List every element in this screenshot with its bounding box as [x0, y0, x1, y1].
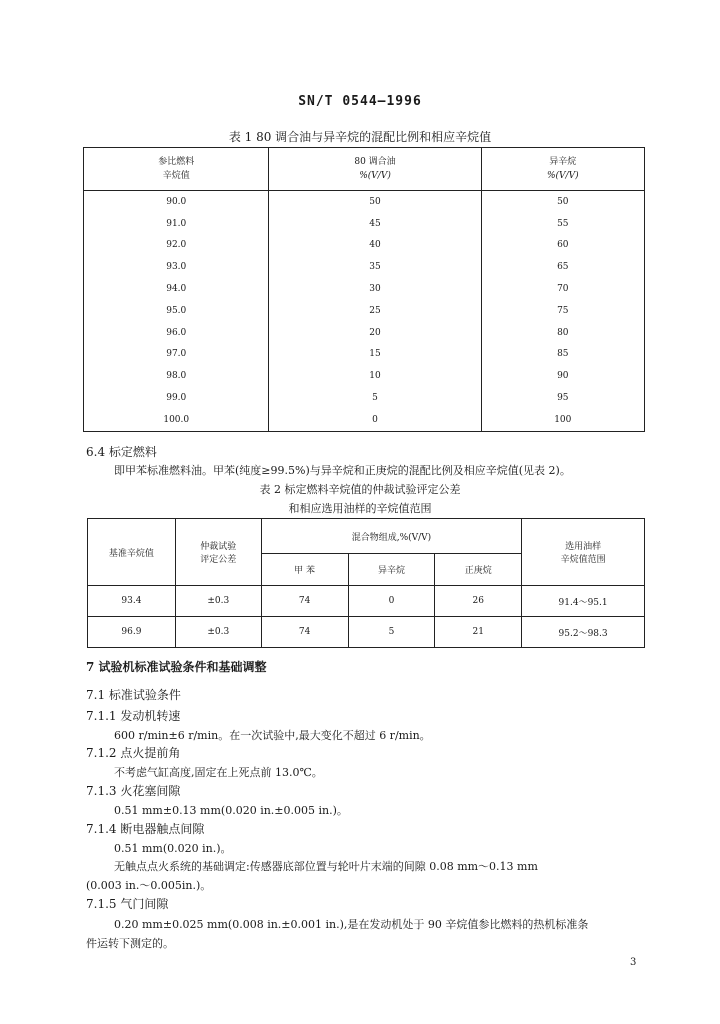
- table1-row: [84, 409, 645, 431]
- section-7-1-3-title: 7.1.3 火花塞间隙: [86, 784, 181, 798]
- table1-row: [84, 300, 645, 322]
- table1-header-blend: 80 调合油 %(V/V): [269, 148, 481, 191]
- page-number: 3: [630, 957, 637, 968]
- table1-row: [84, 213, 645, 235]
- section-7-1-2-text: 不考虑气缸高度,固定在上死点前 13.0℃。: [114, 766, 323, 779]
- table1-cell: 0: [269, 409, 481, 431]
- table1-cell: 10: [269, 365, 481, 387]
- table2-header-base: 基准辛烷值: [88, 519, 176, 586]
- table1-cell: 50: [269, 191, 481, 213]
- table2-caption-line1: 表 2 标定燃料辛烷值的仲裁试验评定公差: [259, 483, 461, 496]
- table1-cell: 94.0: [166, 284, 187, 295]
- table2-cell: 96.9: [88, 617, 176, 648]
- table2-caption-line2: 和相应选用油样的辛烷值范围: [288, 502, 432, 515]
- section-7-1-5-title: 7.1.5 气门间隙: [86, 897, 169, 911]
- table1: [83, 147, 645, 432]
- table1-cell: 99.0: [166, 393, 187, 404]
- table2-cell: 93.4: [88, 586, 176, 617]
- table2-cell: ±0.3: [175, 617, 261, 648]
- table2-header-range: 选用油样 辛烷值范围: [522, 519, 645, 586]
- section-7-title: 7 试验机标准试验条件和基础调整: [86, 660, 267, 674]
- section-7-1-2-title: 7.1.2 点火提前角: [86, 746, 181, 760]
- table1-cell: 30: [269, 278, 481, 300]
- table1-cell: 97.0: [166, 349, 187, 360]
- table1-header-isooctane: 异辛烷 %(V/V): [481, 148, 644, 191]
- table2-header-mixture: 混合物组成,%(V/V): [261, 519, 521, 554]
- table1-row: [84, 322, 645, 344]
- table2-cell: 74: [261, 586, 348, 617]
- section-7-1-4-text: 0.51 mm(0.020 in.)。: [114, 842, 232, 855]
- table1-cell: 100: [481, 409, 644, 431]
- table1-cell: 60: [481, 235, 644, 257]
- section-7-1-title: 7.1 标准试验条件: [86, 688, 181, 702]
- table1-row: [84, 344, 645, 366]
- table1-cell: 95: [481, 387, 644, 409]
- section-7-1-4-text2-line1: 无触点点火系统的基础调定:传感器底部位置与轮叶片末端的间隙 0.08 mm～0.13 mm: [114, 860, 538, 873]
- table1-cell: 75: [481, 300, 644, 322]
- table1-row: [84, 191, 645, 213]
- table1-cell: 80: [481, 322, 644, 344]
- section-7-1-5-text-line1: 0.20 mm±0.025 mm(0.008 in.±0.001 in.),是在发动机处于 90 辛烷值参比燃料的热机标准条: [114, 918, 589, 931]
- table1-cell: 91.0: [166, 218, 187, 229]
- section-7-1-4-text2-line2: (0.003 in.～0.005in.)。: [86, 879, 212, 892]
- table1-cell: 98.0: [166, 371, 187, 382]
- section-7-1-1-title: 7.1.1 发动机转速: [86, 709, 181, 723]
- table2-cell: 5: [348, 617, 435, 648]
- table1-cell: 85: [481, 344, 644, 366]
- table2-row: [88, 617, 645, 648]
- table1-row: [84, 365, 645, 387]
- table2-header-tolerance: 仲裁试验 评定公差: [175, 519, 261, 586]
- table1-cell: 96.0: [166, 327, 187, 338]
- table1-row: [84, 387, 645, 409]
- table2-header-toluene: 甲 苯: [261, 554, 348, 586]
- table2-cell: 21: [435, 617, 522, 648]
- table1-cell: 15: [269, 344, 481, 366]
- table1-cell: 25: [269, 300, 481, 322]
- table1-cell: 50: [481, 191, 644, 213]
- table1-row: [84, 235, 645, 257]
- section-6-4-text: 即甲苯标准燃料油。甲苯(纯度≥99.5%)与异辛烷和正庚烷的混配比例及相应辛烷值(见表 2)。: [114, 464, 571, 477]
- table1-row: [84, 256, 645, 278]
- table1-cell: 92.0: [166, 240, 187, 251]
- table1-cell: 95.0: [166, 305, 187, 316]
- table1-cell: 65: [481, 256, 644, 278]
- table2-cell: 95.2～98.3: [522, 617, 645, 648]
- table1-cell: 45: [269, 213, 481, 235]
- page-header: SN/T 0544—1996: [298, 94, 422, 109]
- table2: [87, 518, 645, 648]
- section-7-1-4-title: 7.1.4 断电器触点间隙: [86, 822, 205, 836]
- table1-caption: 表 1 80 调合油与异辛烷的混配比例和相应辛烷值: [228, 130, 492, 144]
- table1-cell: 90.0: [166, 196, 187, 207]
- table1-cell: 70: [481, 278, 644, 300]
- table1-cell: 93.0: [166, 262, 187, 273]
- table2-cell: ±0.3: [175, 586, 261, 617]
- table1-cell: 35: [269, 256, 481, 278]
- table1-cell: 5: [269, 387, 481, 409]
- section-6-4-title: 6.4 标定燃料: [86, 445, 157, 459]
- table1-cell: 100.0: [163, 414, 190, 425]
- table1-cell: 40: [269, 235, 481, 257]
- table1-cell: 20: [269, 322, 481, 344]
- table2-cell: 0: [348, 586, 435, 617]
- section-7-1-1-text: 600 r/min±6 r/min。在一次试验中,最大变化不超过 6 r/min。: [114, 729, 431, 742]
- table2-row: [88, 586, 645, 617]
- table1-cell: 55: [481, 213, 644, 235]
- section-7-1-5-text-line2: 件运转下测定的。: [86, 937, 174, 950]
- table1-row: [84, 278, 645, 300]
- table1-header-octane: 参比燃料 辛烷值: [84, 148, 269, 191]
- table2-cell: 91.4～95.1: [522, 586, 645, 617]
- table2-header-heptane: 正庚烷: [435, 554, 522, 586]
- section-7-1-3-text: 0.51 mm±0.13 mm(0.020 in.±0.005 in.)。: [114, 804, 348, 817]
- table2-header-isooctane: 异辛烷: [348, 554, 435, 586]
- table1-cell: 90: [481, 365, 644, 387]
- table2-cell: 26: [435, 586, 522, 617]
- table2-cell: 74: [261, 617, 348, 648]
